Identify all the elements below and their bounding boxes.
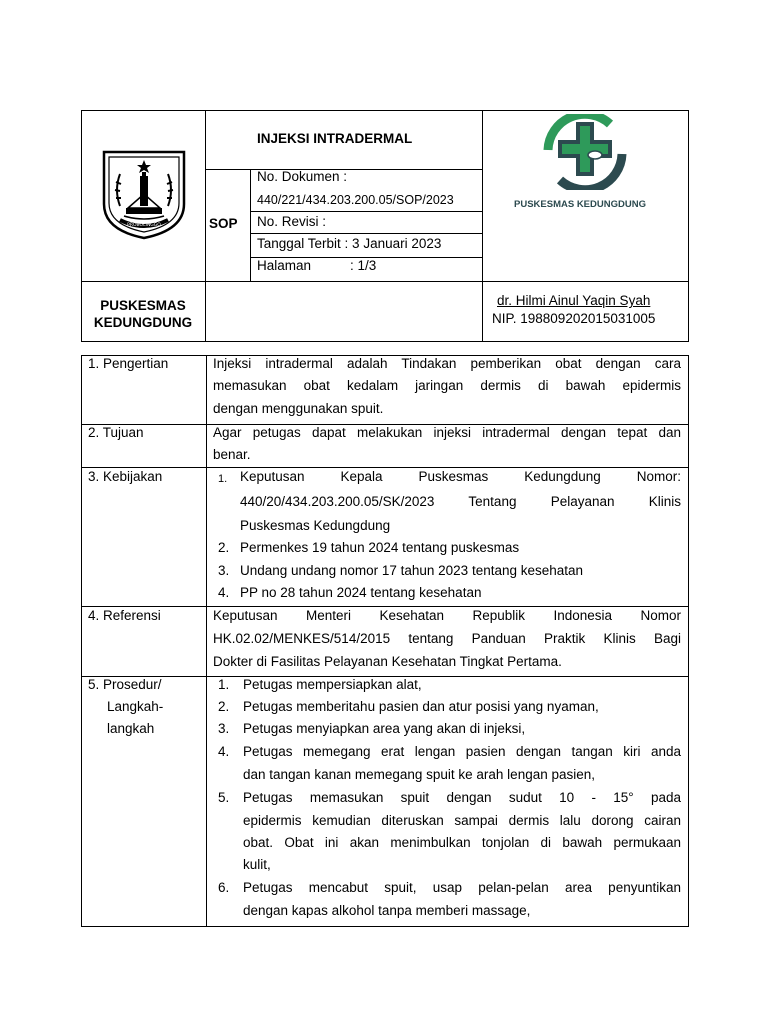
tujuan-line: Agar petugas dapat melakukan injeksi intradermal dengan tepat dan: [213, 425, 681, 440]
tujuan-line: benar.: [213, 447, 251, 462]
section-label-prosedur: langkah: [107, 721, 155, 736]
no-dokumen-label: No. Dokumen :: [257, 169, 348, 184]
prosedur-item-line: Petugas memasukan spuit dengan sudut 10 - 15° pada: [243, 790, 681, 805]
section-label-prosedur: 5. Prosedur/: [88, 677, 162, 692]
pengertian-line: Injeksi intradermal adalah Tindakan pemberikan obat dengan cara: [213, 356, 681, 371]
document-title: INJEKSI INTRADERMAL: [257, 131, 413, 146]
kebijakan-item-line: Permenkes 19 tahun 2024 tentang puskesmas: [240, 540, 520, 555]
prosedur-item-line: obat. Obat ini akan menimbulkan tonjolan di bawah permukaan: [243, 835, 681, 850]
halaman-label: Halaman: [257, 258, 312, 273]
prosedur-item-line: Petugas mencabut spuit, usap pelan-pelan area penyuntikan: [243, 880, 681, 895]
kebijakan-item-line: PP no 28 tahun 2024 tentang kesehatan: [240, 585, 482, 600]
seal-text: PROBOLINGGO: [127, 223, 161, 228]
prosedur-item-line: Petugas menyiapkan area yang akan di injeksi,: [243, 721, 526, 736]
header-divider: [250, 211, 482, 212]
prosedur-item-line: dengan kapas alkohol tanpa memberi massage,: [243, 903, 531, 918]
prosedur-item-number: 5.: [218, 790, 230, 805]
section-label-referensi: 4. Referensi: [88, 608, 161, 623]
prosedur-item-number: 3.: [218, 721, 230, 736]
prosedur-item-line: epidermis kemudian diteruskan sampai dermis lalu dorong cairan: [243, 813, 681, 828]
referensi-line: Keputusan Menteri Kesehatan Republik Indonesia Nomor: [213, 608, 681, 623]
header-divider: [205, 110, 206, 342]
referensi-line: HK.02.02/MENKES/514/2015 tentang Panduan Praktik Klinis Bagi: [213, 631, 681, 646]
content-divider: [206, 355, 207, 927]
kebijakan-item-number: 1.: [218, 473, 228, 485]
pengertian-line: memasukan obat kedalam jaringan dermis di bawah epidermis: [213, 378, 681, 393]
prosedur-item-line: kulit,: [243, 857, 271, 872]
regency-seal-icon: [98, 146, 190, 242]
kebijakan-item-line: Keputusan Kepala Puskesmas Kedungdung Nomor:: [240, 469, 681, 484]
no-revisi: No. Revisi :: [257, 214, 327, 229]
section-label-pengertian: 1. Pengertian: [88, 356, 169, 371]
logo-caption: PUSKESMAS KEDUNGDUNG: [514, 199, 646, 210]
referensi-line: Dokter di Fasilitas Pelayanan Kesehatan Tingkat Pertama.: [213, 654, 562, 669]
signer-name: dr. Hilmi Ainul Yaqin Syah: [497, 293, 651, 308]
tanggal-terbit: Tanggal Terbit : 3 Januari 2023: [257, 236, 442, 251]
prosedur-item-line: Petugas memegang erat lengan pasien dengan tangan kiri anda: [243, 744, 681, 759]
kebijakan-item-line: 440/20/434.203.200.05/SK/2023 Tentang Pelayanan Klinis: [240, 494, 681, 509]
halaman-value: : 1/3: [350, 258, 377, 273]
prosedur-item-number: 2.: [218, 699, 230, 714]
header-divider: [81, 281, 689, 282]
org-name-line1: PUSKESMAS: [100, 298, 186, 313]
header-divider: [250, 233, 482, 234]
org-name-line2: KEDUNGDUNG: [93, 315, 193, 330]
prosedur-item-line: Petugas memberitahu pasien dan atur posisi yang nyaman,: [243, 699, 599, 714]
section-label-prosedur: Langkah-: [107, 699, 164, 714]
prosedur-item-number: 1.: [218, 677, 230, 692]
prosedur-item-number: 4.: [218, 744, 230, 759]
pengertian-line: dengan menggunakan spuit.: [213, 401, 384, 416]
header-divider: [482, 110, 483, 342]
content-divider: [81, 467, 689, 468]
prosedur-item-number: 6.: [218, 880, 230, 895]
header-divider: [250, 169, 251, 281]
kebijakan-item-number: 3.: [218, 563, 230, 578]
kebijakan-item-number: 4.: [218, 585, 230, 600]
section-label-tujuan: 2. Tujuan: [88, 425, 144, 440]
prosedur-item-line: Petugas mempersiapkan alat,: [243, 677, 422, 692]
signer-nip: NIP. 198809202015031005: [492, 311, 656, 326]
content-divider: [81, 606, 689, 607]
kebijakan-item-line: Undang undang nomor 17 tahun 2023 tentang kesehatan: [240, 563, 584, 578]
no-dokumen-value: 440/221/434.203.200.05/SOP/2023: [257, 193, 454, 207]
section-label-kebijakan: 3. Kebijakan: [88, 469, 163, 484]
prosedur-item-line: dan tangan kanan memegang spuit ke arah lengan pasien,: [243, 767, 596, 782]
kebijakan-item-line: Puskesmas Kedungdung: [240, 518, 391, 533]
sop-label: SOP: [209, 216, 238, 231]
kebijakan-item-number: 2.: [218, 540, 230, 555]
puskesmas-logo-icon: [540, 114, 630, 190]
